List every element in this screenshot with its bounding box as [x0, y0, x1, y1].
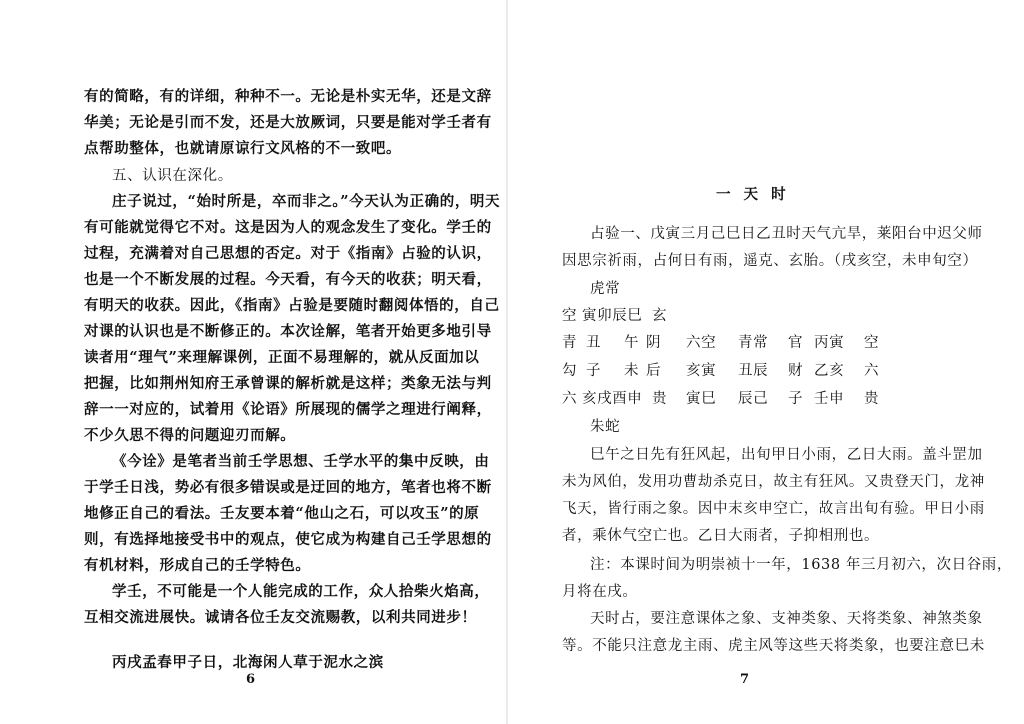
body-line: 学壬，不可能是一个人能完成的工作，众人拾柴火焰高，: [112, 583, 490, 600]
body-line: 有机材料，形成自己的壬学特色。: [84, 557, 311, 574]
chart-cell: 壬申: [814, 391, 845, 407]
chart-row-bottom: 朱蛇: [590, 419, 621, 435]
chart-cell: 六空: [686, 335, 717, 351]
body-line: 则，有选择地接受书中的观点，使它成为构建自己壬学思想的: [84, 531, 492, 548]
chart-cell: 财: [788, 363, 804, 379]
body-line: 把握，比如荆州知府王承曾课的解析就是这样；类象无法与判: [84, 375, 492, 392]
chart-cell: 官: [788, 335, 804, 351]
case-intro-line: 因思宗祈雨，占何日有雨，遥克、玄胎。（戌亥空，未申旬空）: [562, 253, 978, 269]
chart-cell: 玄: [652, 308, 668, 324]
chart-cell: 午: [624, 335, 640, 351]
page-gutter: [506, 0, 508, 724]
right-page: [512, 0, 1024, 724]
chart-cell: 青常: [738, 335, 769, 351]
chart-cell: 六: [562, 391, 578, 407]
body-line: 有的简略，有的详细，种种不一。无论是朴实无华，还是文辞: [84, 88, 492, 105]
judgement-line: 未为风伯，发用功曹劫杀克日，故主有狂风。又贵登天门，龙神: [562, 474, 985, 490]
body-line: 有可能就觉得它不对。这是因为人的观念发生了变化。学壬的: [84, 219, 492, 236]
body-line: 不少久思不得的问题迎刃而解。: [84, 427, 296, 444]
page-number: 6: [246, 672, 256, 687]
chart-cell: 寅卯辰巳: [582, 308, 643, 324]
body-line: 也是一个不断发展的过程。今天看，有今天的收获；明天看，: [84, 271, 492, 288]
chart-cell: 亥寅: [686, 363, 717, 379]
body-line: 过程，充满着对自己思想的否定。对于《指南》占验的认识，: [84, 245, 492, 262]
chart-cell: 贵: [652, 391, 668, 407]
note-line: 注：本课时间为明崇祯十一年，1638 年三月初六，次日谷雨，: [590, 557, 1013, 573]
note-line: 月将在戌。: [562, 584, 638, 600]
chart-cell: 子: [586, 363, 602, 379]
chart-cell: 辰己: [738, 391, 769, 407]
judgement-line: 飞天，皆行雨之象。因中末亥申空亡，故言出旬有验。甲日小雨: [562, 501, 985, 517]
chart-cell: 丑辰: [738, 363, 769, 379]
chart-cell: 未: [624, 363, 640, 379]
chart-cell: 空: [864, 335, 880, 351]
body-line: 庄子说过，“始时所是，卒而非之。”今天认为正确的，明天: [112, 193, 501, 210]
chart-cell: 贵: [864, 391, 880, 407]
chart-cell: 丑: [586, 335, 602, 351]
body-line: 有明天的收获。因此，《指南》占验是要随时翻阅体悟的，自己: [84, 297, 500, 314]
chart-cell: 空: [562, 308, 578, 324]
judgement-line: 者，乘休气空亡也。乙日大雨者，子抑相刑也。: [562, 528, 880, 544]
chart-cell: 子: [788, 391, 804, 407]
chapter-title: 一 天 时: [716, 186, 790, 203]
commentary-line: 天时占，要注意课体之象、支神类象、天将类象、神煞类象: [590, 611, 983, 627]
chart-cell: 六: [864, 363, 880, 379]
page-number: 7: [740, 672, 750, 687]
body-line: 于学壬日浅，势必有很多错误或是迂回的地方，笔者也将不断: [84, 479, 492, 496]
chart-row-top: 虎常: [590, 281, 621, 297]
chart-cell: 阴: [646, 335, 662, 351]
judgement-line: 巳午之日先有狂风起，出旬甲日小雨，乙日大雨。盖斗罡加: [590, 447, 983, 463]
chart-cell: 亥戌酉申: [582, 391, 643, 407]
section-heading: 五、认识在深化。: [112, 168, 233, 184]
signature-line: 丙戌孟春甲子日，北海闲人草于泥水之滨: [112, 654, 384, 671]
chart-cell: 寅巳: [686, 391, 717, 407]
case-intro-line: 占验一、戊寅三月己巳日乙丑时天气亢旱，莱阳台中迟父师: [590, 226, 983, 242]
body-line: 辞一一对应的，试着用《论语》所展现的儒学之理进行阐释，: [84, 401, 492, 418]
chart-cell: 勾: [562, 363, 578, 379]
chart-cell: 丙寅: [814, 335, 845, 351]
body-line: 读者用“理气”来理解课例，正面不易理解的，就从反面加以: [84, 349, 480, 366]
body-line: 点帮助整体，也就请原谅行文风格的不一致吧。: [84, 140, 402, 157]
chart-cell: 后: [646, 363, 662, 379]
body-line: 互相交流进展快。诚请各位壬友交流赐教，以利共同进步！: [84, 609, 477, 626]
body-line: 《今诠》是笔者当前壬学思想、壬学水平的集中反映，由: [112, 453, 490, 470]
chart-cell: 青: [562, 335, 578, 351]
body-line: 华美；无论是引而不发，还是大放厥词，只要是能对学壬者有: [84, 114, 492, 131]
body-line: 地修正自己的看法。壬友要本着“他山之石，可以攻玉”的原: [84, 505, 480, 522]
commentary-line: 等。不能只注意龙主雨、虎主风等这些天将类象，也要注意巳未: [562, 638, 985, 654]
body-line: 对课的认识也是不断修正的。本次诠解，笔者开始更多地引导: [84, 323, 492, 340]
chart-cell: 乙亥: [814, 363, 845, 379]
